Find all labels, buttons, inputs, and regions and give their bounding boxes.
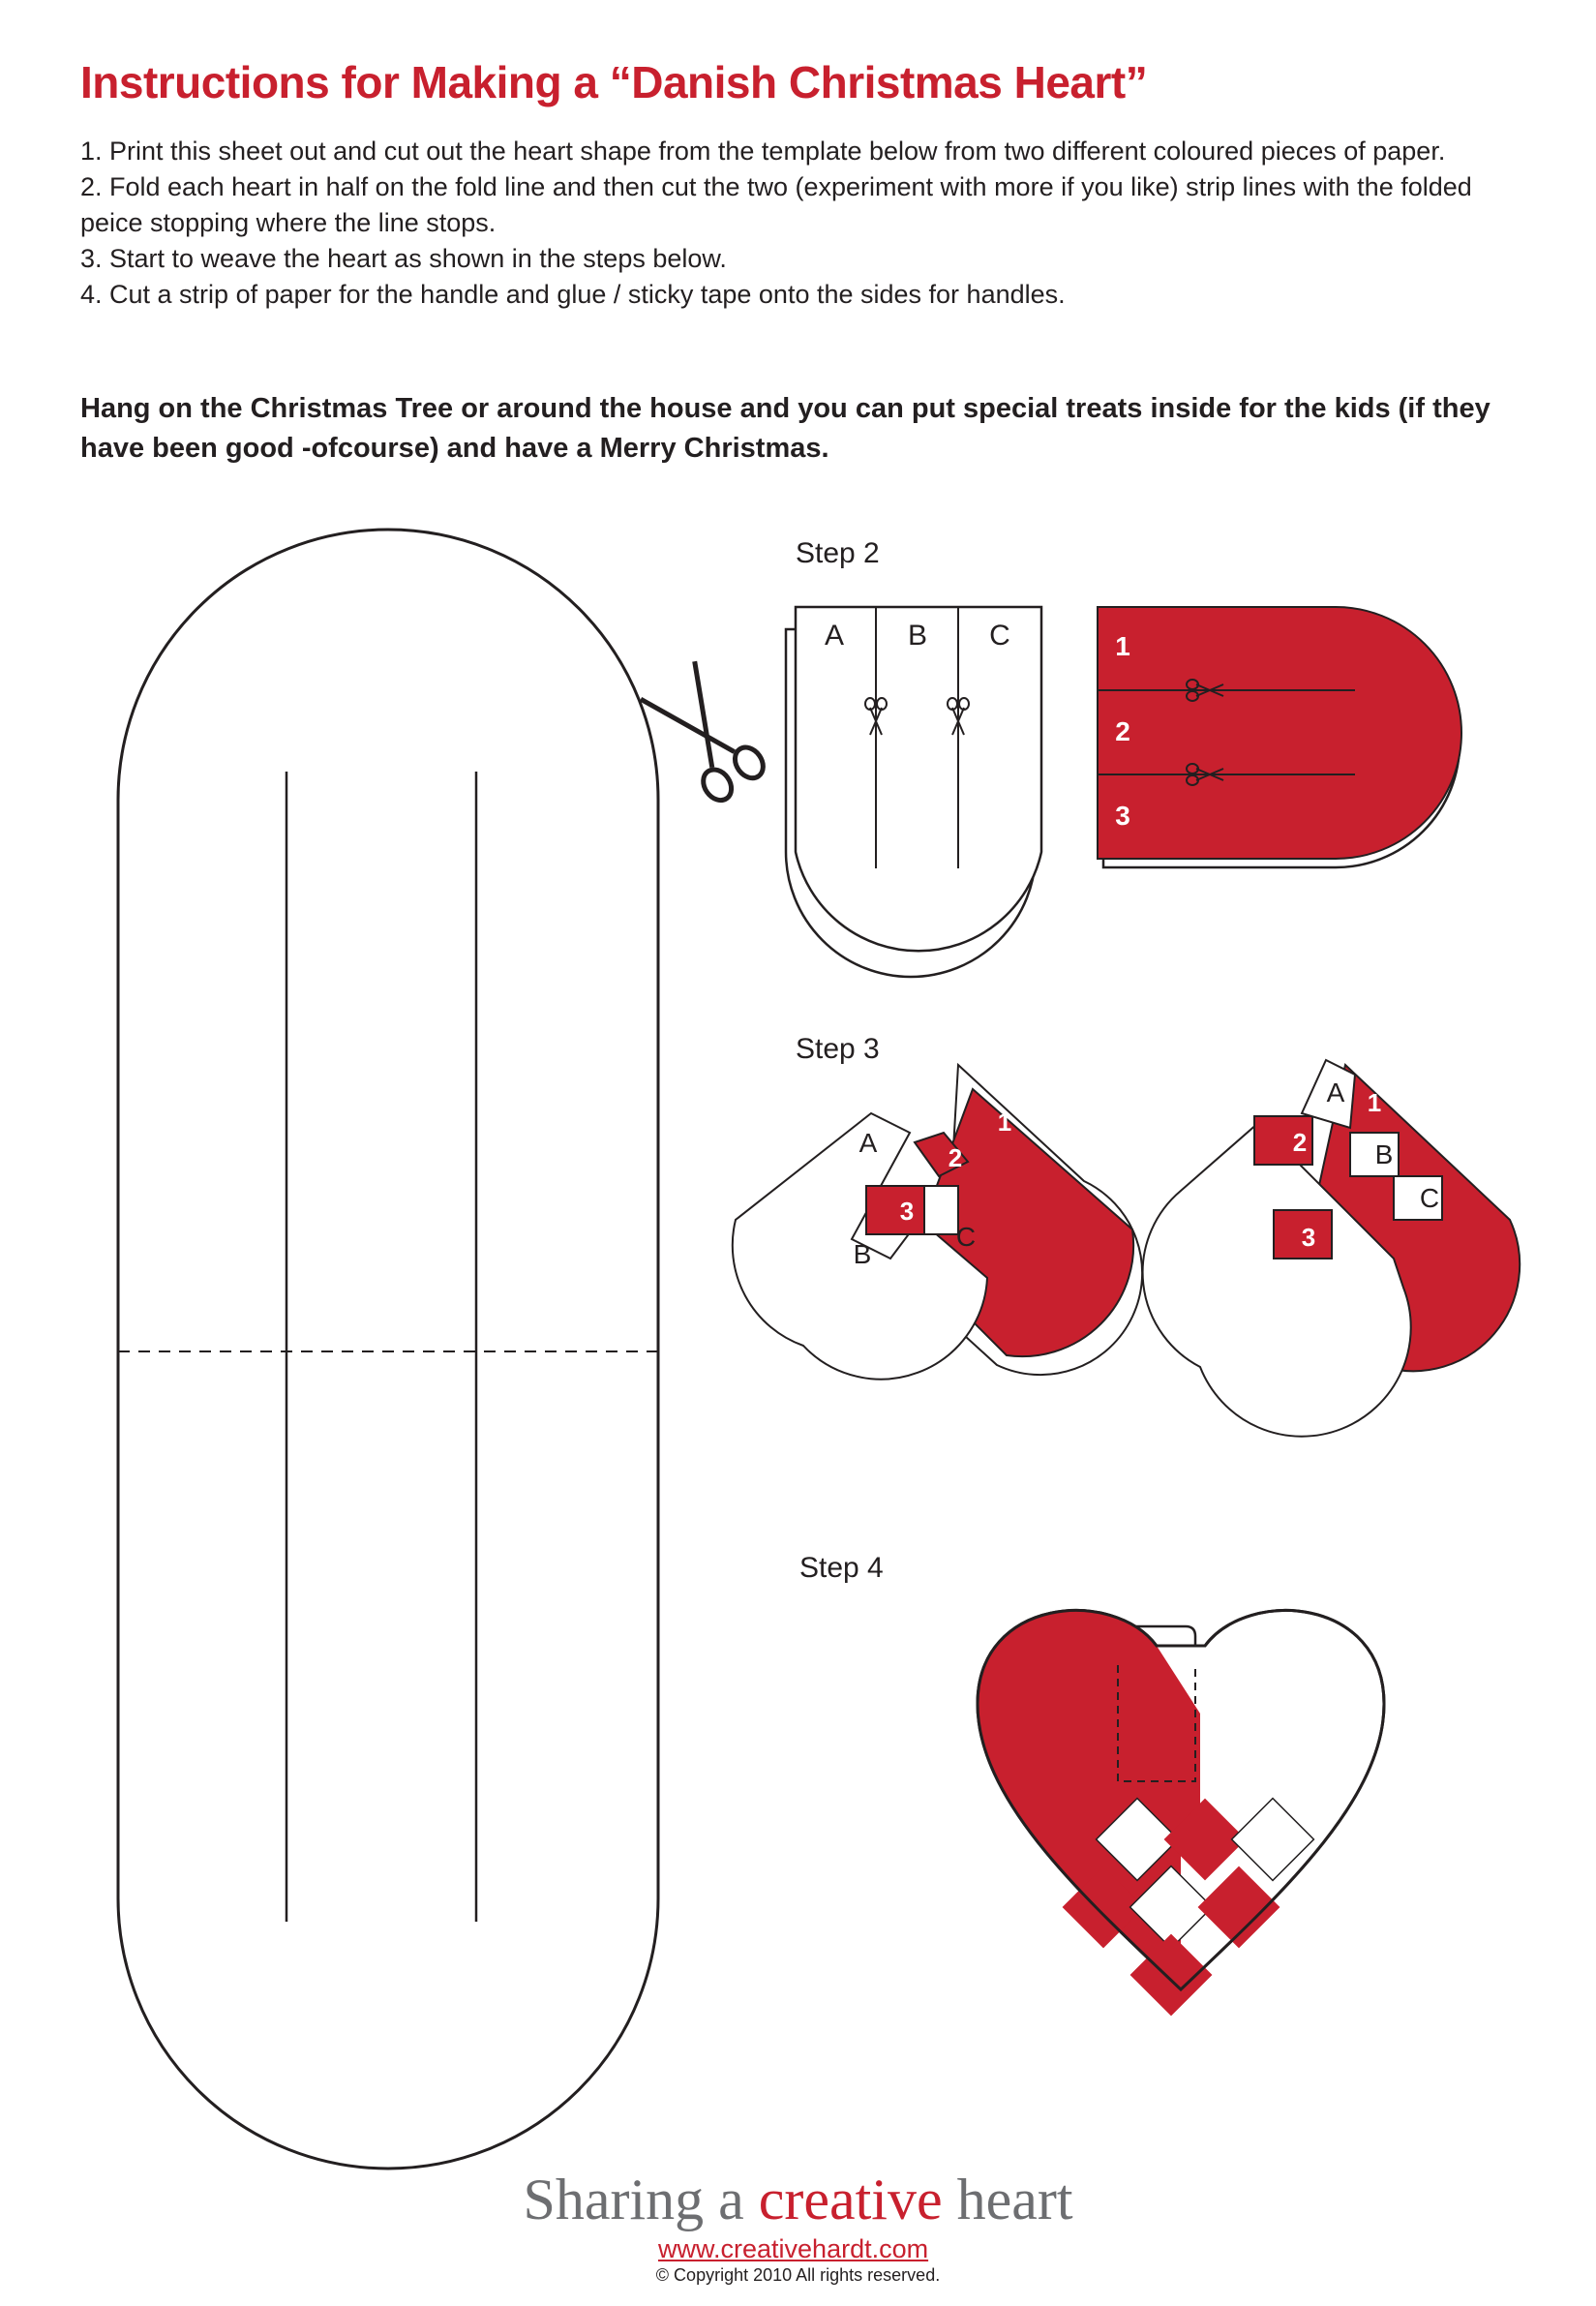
step-2-red-piece: [1098, 607, 1461, 867]
strip-letter: C: [989, 620, 1010, 652]
strip-number: 1: [1115, 631, 1130, 661]
strip-number: 3: [1301, 1223, 1316, 1252]
strip-number: 1: [1367, 1088, 1382, 1117]
instruction-item: 3. Start to weave the heart as shown in the steps below.: [80, 244, 727, 273]
heart-template: [118, 530, 658, 2169]
strip-letter: C: [1419, 1183, 1440, 1213]
footer-copyright: © Copyright 2010 All rights reserved.: [655, 2265, 941, 2285]
step-3-weave-a: [733, 1065, 1142, 1380]
tagline-part-1: Sharing a: [523, 2168, 759, 2231]
strip-letter: A: [824, 620, 845, 652]
instruction-item: 4. Cut a strip of paper for the handle and glue / sticky tape onto the sides for handles.: [80, 280, 1066, 309]
tagline-part-2: heart: [942, 2168, 1073, 2231]
step-4-finished-heart: [978, 1611, 1384, 2017]
strip-number: 3: [899, 1197, 915, 1226]
strip-number: 1: [997, 1107, 1012, 1137]
strip-number: 2: [1292, 1128, 1308, 1157]
strip-number: 2: [948, 1143, 963, 1172]
strip-letter: B: [1374, 1139, 1394, 1169]
footer-website-link[interactable]: www.creativehardt.com: [658, 2234, 929, 2263]
page-title: Instructions for Making a “Danish Christmas Heart”: [80, 57, 1148, 107]
instruction-item: 2. Fold each heart in half on the fold line and then cut the two (experiment with more if you like) strip lines with the folded peice stopping where the line stops.: [80, 172, 1472, 237]
step-3-label: Step 3: [796, 1033, 880, 1065]
instruction-item: 1. Print this sheet out and cut out the heart shape from the template below from two different coloured pieces of paper.: [80, 137, 1446, 166]
tagline-accent: creative: [758, 2168, 943, 2231]
strip-letter: A: [1326, 1077, 1345, 1107]
strip-letter: B: [907, 620, 928, 652]
step-2-white-piece: [786, 607, 1041, 977]
step-4-label: Step 4: [799, 1552, 884, 1584]
step-2-label: Step 2: [796, 537, 880, 569]
hanging-note: Hang on the Christmas Tree or around the house and you can put special treats inside for the kids (if they have been good -ofcourse) and have a Merry Christmas.: [80, 393, 1491, 464]
step-3-weave-b: [1143, 1060, 1521, 1437]
strip-letter: C: [955, 1222, 977, 1252]
strip-number: 3: [1115, 801, 1130, 831]
strip-number: 2: [1115, 716, 1130, 746]
scissors-icon: [641, 661, 769, 806]
strip-letter: A: [858, 1128, 878, 1158]
footer-tagline: [0, 2167, 1596, 2233]
strip-letter: B: [853, 1239, 872, 1269]
